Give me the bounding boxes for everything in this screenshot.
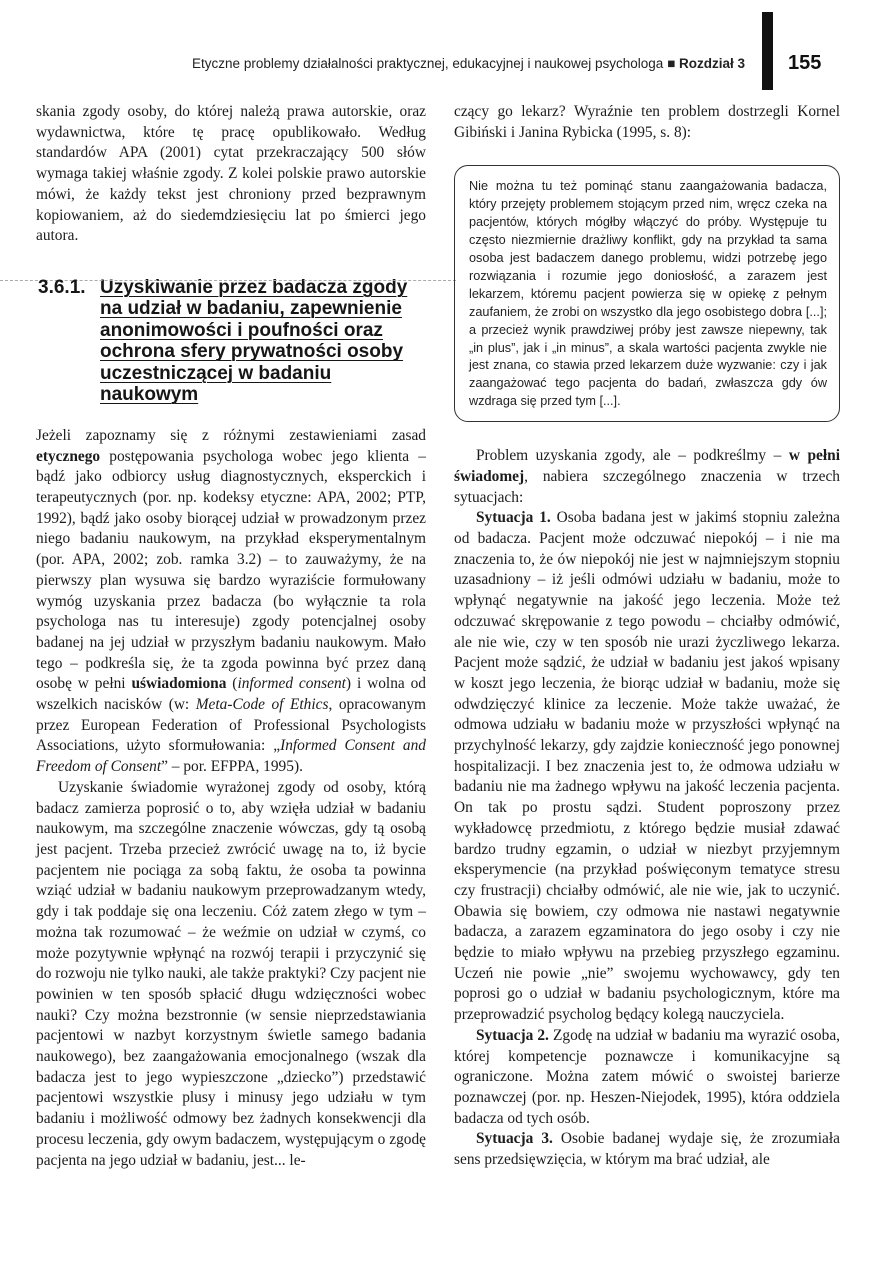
situation-1: Sytuacja 1. Osoba badana jest w jakimś stopniu zależna od badacza. Pacjent może odczuwać niepokój – i nie ma znaczenia to, że ów niepokój nie jest w najmniejszym stopniu uzasadniony – iż jeśli odmówi udziału w badaniu, może to wpłynąć negatywnie na jakość jego leczenia. Może też odczuwać skrępowanie z tego powodu – chciałby odmówić, ale nie wie, czy w ten sposób nie urazi życzliwego lekarza. Pacjent może sądzić, że udział w badaniu jest jakoś wpisany w koszt jego leczenia, że biorąc udział w badaniu, może się odwdzięczyć klinice za leczenie. Może także uważać, że odmowa udziału w badaniu może w przyszłości wpłynąć na przychylność lekarzy, gdy zajdzie konieczność jego ponownej hospitalizacji. I bez znaczenia jest to, że odmowa udziału w badaniu nie ma żadnego wpływu na jakość leczenia pacjenta. On tak po prostu sądzi. Student poproszony przez wykładowcę przedmiotu, z którego będzie musiał zdawać bardzo trudny egzamin, o udział w niezbyt przyjemnym eksperymencie (na przykład poświęconym tematyce stresu czy frustracji) chciałby odmówić, ale nie wie, jak to uczynić. Obawia się bowiem, czy odmowa nie nastawi negatywnie badacza, a zarazem egzaminatora do jego osoby i czy nie będzie to miało wpływu na przebieg przyszłego egzaminu. Uczeń nie powie „nie” swojemu wychowawcy, gdy ten poprosi go o udział w badaniu psychologicznym, które ma przeprowadzić psycholog będący kolegą nauczyciela.	[454, 509, 840, 1024]
emphasis: uświadomiona	[131, 675, 227, 693]
paragraph: skania zgody osoby, do której należą prawa autorskie, oraz wydawnictwa, które tę pracę opublikowało. Według standardów APA (2001) cytat przekraczający 500 słów wymaga takiej właśnie zgody. Z kolei polskie prawo autorskie mówi, że każdy tekst jest chroniony przed bezprawnym kopiowaniem, aż do siedemdziesięciu lat po śmierci jego autora.	[36, 103, 426, 245]
section-title: Uzyskiwanie przez badacza zgody na udział w badaniu, zapewnienie anonimowości i poufności oraz ochrona sfery prywatności osoby uczestniczącej w badaniu naukowym	[100, 276, 408, 406]
paragraph: czący go lekarz? Wyraźnie ten problem dostrzegli Kornel Gibiński i Janina Rybicka (1995, s. 8):	[454, 103, 840, 141]
left-column	[36, 102, 426, 1171]
separator-square: ■	[667, 56, 676, 71]
situation-label: Sytuacja 2.	[476, 1026, 549, 1044]
section-number: 3.6.1.	[38, 276, 86, 298]
emphasis: etycznego	[36, 447, 101, 465]
right-column	[454, 102, 840, 1171]
running-title-text: Etyczne problemy działalności praktycznej, edukacyjnej i naukowej psychologa	[192, 56, 664, 71]
citation-title: Meta-Code of Ethics	[195, 696, 329, 714]
situation-2: Sytuacja 2. Zgodę na udział w badaniu ma wyrazić osoba, której kompetencje poznawcze i komunikacyjne są ograniczone. Można zatem mówić o swoistej barierze poznawczej (por. np. Heszen-Niejodek, 1995), która oddziela badacza od tych osób.	[454, 1026, 840, 1127]
page-header	[0, 0, 893, 90]
situation-3: Sytuacja 3. Osobie badanej wydaje się, że zrozumiała sens przedsięwzięcia, w którym ma brać udział, ale	[454, 1130, 840, 1169]
chapter-label: Rozdział 3	[678, 56, 745, 71]
running-title	[192, 56, 745, 71]
page-number: 155	[788, 52, 822, 74]
quote-box: Nie można tu też pominąć stanu zaangażowania badacza, który przejęty problemem stojącym przed nim, wręcz czeka na pacjentów, których mógłby włączyć do próby. Występuje tu często niezmiernie drażliwy konflikt, gdy na przykład ta sama osoba jest badaczem danego problemu, widzi potrzebę jego rozwiązania i rozumie jego doniosłość, a zarazem jest lekarzem, któremu pacjent powierza się w opiekę z pełnym zaufaniem, że zrobi on wszystko dla jego osobistego dobra [...]; a przecież wynik prawdziwej próby jest zawsze niepewny, tak „in plus”, jak i „in minus”, a skala wartości pacjenta zwykle nie jest znana, co stawia przed lekarzem duże wyzwanie: czy i jak zaangażować tego pacjenta do badań, zwłaszcza gdy ów wzdraga się przed tym [...].	[454, 165, 840, 422]
paragraph: Problem uzyskania zgody, ale – podkreślmy – w pełni świadomej, nabiera szczególnego znaczenia w trzech sytuacjach:	[454, 447, 840, 506]
citation-title: Informed Consent and Freedom of Consent	[36, 737, 426, 776]
situation-label: Sytuacja 3.	[476, 1130, 553, 1148]
header-bar-decoration	[762, 12, 773, 90]
term: informed consent	[237, 675, 346, 693]
section-heading	[36, 277, 426, 406]
paragraph: Uzyskanie świadomie wyrażonej zgody od osoby, którą badacz zamierza poprosić o to, aby wzięła udział w badaniu naukowym, ma szczególne znaczenie wówczas, gdy tą osobą jest pacjent. Trzeba przecież zwrócić uwagę na to, iż bycie pacjentem nie pociąga za sobą faktu, że osoba ta powinna wziąć udział w badaniu naukowym przeprowadzanym wtedy, gdy i tak poddaje się ona leczeniu. Cóż zatem złego w tym – można tak rozumować – że weźmie on udział w czymś, co może pozytywnie wpłynąć na rozwój terapii i przyczynić się do rozwoju nie tylko nauki, ale także praktyki? Czy pacjent nie powinien w ten sposób spłacić długu wdzięczności wobec nauki? Czy można bezstronnie (w sensie nieprzedstawiania pacjentowi w nazbyt korzystnym świetle samego badania naukowego), bez zaangażowania emocjonalnego (wszak dla badacza jest to jego wypieszczone „dziecko”) przedstawić pacjentowi wszystkie plusy i minusy jego udziału w tym badaniu i możliwość odmowy bez żadnych konsekwencji dla procesu leczenia, gdy owym badaczem, występującym o zgodę pacjenta na jego udział w badaniu, jest... le-	[36, 778, 426, 1169]
emphasis: w pełni świadomej	[454, 447, 840, 485]
situation-label: Sytuacja 1.	[476, 509, 551, 527]
paragraph: Jeżeli zapoznamy się z różnymi zestawieniami zasad etycznego postępowania psychologa wobec jego klienta – bądź jako odbiorcy usług diagnostycznych, eksperckich i terapeutycznych (por. np. kodeksy etyczne: APA, 2002; PTP, 1992), bądź jako osoby biorącej udział w prowadzonym przez niego badaniu naukowym, na przykład eksperymentalnym (por. APA, 2002; zob. ramka 3.2) – to zauważymy, że na pierwszy plan wysuwa się bardzo wyraziście formułowany wymóg uzyskania przez badacza (bo wyłącznie ta rola psychologa nas tu interesuje) zgody potencjalnej osoby badanej na jej udział w przyszłym badaniu naukowym. Mało tego – podkreśla się, że ta zgoda powinna być przez daną osobę w pełni uświadomiona (informed consent) i wolna od wszelkich nacisków (w: Meta-Code of Ethics, opracowanym przez European Federation of Professional Psychologists Associations, użyto sformułowania: „Informed Consent and Freedom of Consent” – por. EFPPA, 1995).	[36, 426, 426, 776]
